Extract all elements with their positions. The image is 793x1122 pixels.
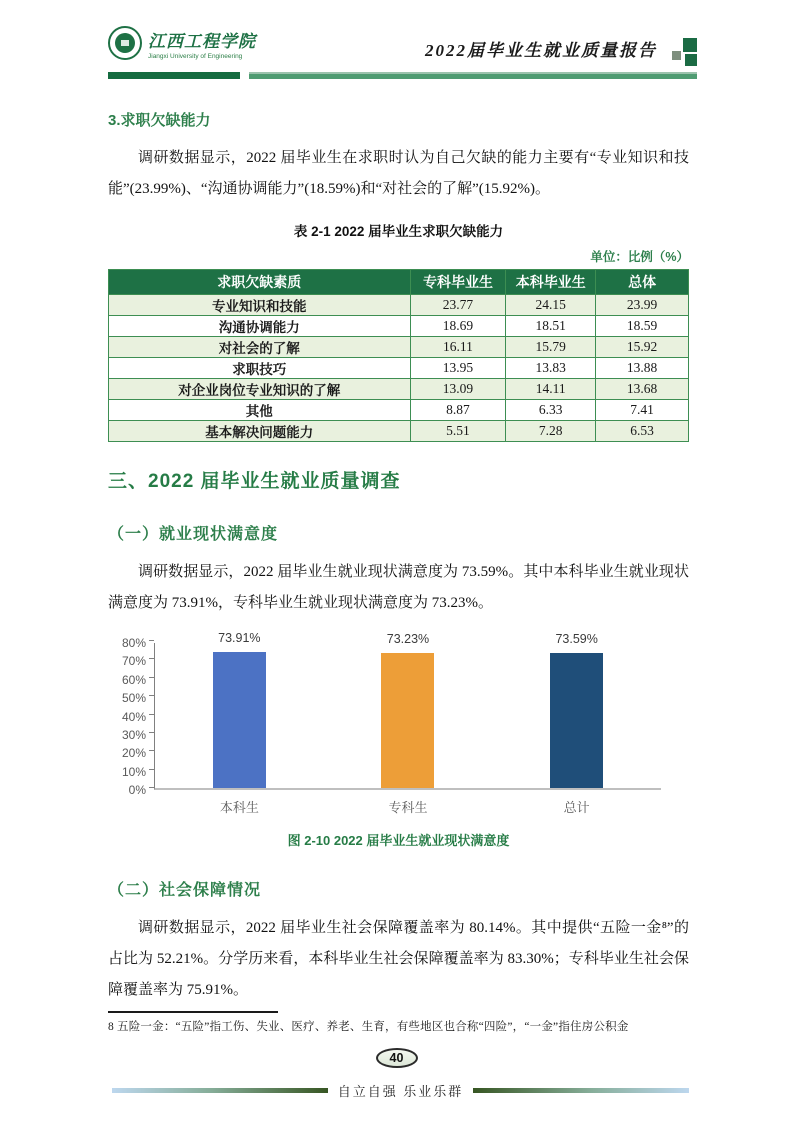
chart-bar-group — [156, 631, 323, 815]
table-cell-value: 13.09 — [410, 379, 506, 400]
y-tick-mark — [149, 787, 154, 788]
category-label: 本科生 — [219, 800, 259, 815]
table-cell-value: 23.99 — [596, 295, 689, 316]
table-cell-quality: 求职技巧 — [109, 358, 411, 379]
table-cell-value: 24.15 — [506, 295, 596, 316]
table-cell-value: 23.77 — [410, 295, 506, 316]
table-cell-quality: 沟通协调能力 — [109, 316, 411, 337]
report-title: 2022届毕业生就业质量报告 — [425, 41, 657, 60]
table-cell-value: 15.92 — [596, 337, 689, 358]
table-cell-quality: 专业知识和技能 — [109, 295, 411, 316]
y-tick-label: 20% — [121, 746, 146, 761]
table-header-zhuanke: 专科毕业生 — [410, 270, 506, 295]
y-tick-mark — [149, 769, 154, 770]
page-bottom — [0, 1011, 793, 1100]
table-row — [109, 337, 689, 358]
footer-rule-left — [112, 1088, 328, 1093]
footnote-text: 8 五险一金：“五险”指工伤、失业、医疗、养老、生育，有些地区也合称“四险”，“一金”指住房公积金 — [108, 1021, 629, 1033]
y-tick-label: 40% — [121, 709, 146, 724]
footer-rule-right — [473, 1088, 689, 1093]
header-rule — [108, 72, 697, 79]
logo-name-cn: 江西工程学院 — [148, 31, 256, 51]
decorative-squares-icon — [665, 36, 697, 70]
table-cell-value: 13.95 — [410, 358, 506, 379]
page-number-badge: 40 — [376, 1048, 418, 1068]
table-row — [109, 316, 689, 337]
university-seal-icon — [108, 26, 142, 60]
y-tick-label: 10% — [121, 764, 146, 779]
y-tick-mark — [149, 658, 154, 659]
table-cell-quality: 对社会的了解 — [109, 337, 411, 358]
table-row — [109, 400, 689, 421]
chart-bar-group — [325, 632, 492, 815]
table-header-quality: 求职欠缺素质 — [109, 270, 411, 295]
table-cell-value: 6.53 — [596, 421, 689, 442]
deficiency-table-body — [109, 295, 689, 442]
header-rule-dark — [108, 72, 240, 79]
table-cell-quality: 其他 — [109, 400, 411, 421]
footnote-rule — [108, 1011, 278, 1013]
university-logo — [108, 26, 256, 60]
table-cell-value: 18.51 — [506, 316, 596, 337]
table-cell-value: 7.28 — [506, 421, 596, 442]
paragraph-social-security: 调研数据显示，2022 届毕业生社会保障覆盖率为 80.14%。其中提供“五险一金⁸”的占比为 52.21%。分学历来看，本科毕业生社会保障覆盖率为 83.30%；专科毕业生社会保障覆盖率为 75.91%。 — [108, 920, 689, 998]
header-rule-light — [249, 72, 697, 79]
table-cell-value: 6.33 — [506, 400, 596, 421]
y-tick-mark — [149, 732, 154, 733]
subsection-social-security: （二）社会保障情况 — [108, 882, 262, 899]
table-row — [109, 379, 689, 400]
table-cell-value: 7.41 — [596, 400, 689, 421]
table-cell-value: 13.83 — [506, 358, 596, 379]
table-cell-value: 13.88 — [596, 358, 689, 379]
y-tick-mark — [149, 750, 154, 751]
y-tick-mark — [149, 677, 154, 678]
table-cell-value: 16.11 — [410, 337, 506, 358]
footer-motto: 自立自强 乐业乐群 — [337, 1084, 464, 1099]
page-header — [0, 0, 793, 70]
table-cell-quality: 对企业岗位专业知识的了解 — [109, 379, 411, 400]
y-tick-label: 80% — [121, 636, 146, 650]
chart-bar — [550, 653, 603, 788]
table-cell-value: 5.51 — [410, 421, 506, 442]
header-title-group — [425, 36, 697, 70]
main-content — [0, 109, 793, 1006]
y-tick-label: 70% — [121, 654, 146, 669]
bar-value-label: 73.59% — [555, 631, 598, 646]
chart-bar — [213, 652, 266, 788]
table-header-benke: 本科毕业生 — [506, 270, 596, 295]
subsection-satisfaction: （一）就业现状满意度 — [108, 526, 279, 543]
y-tick-mark — [149, 640, 154, 641]
figure-caption: 图 2-10 2022 届毕业生就业现状满意度 — [287, 833, 510, 848]
table-cell-value: 18.69 — [410, 316, 506, 337]
logo-text — [148, 27, 256, 60]
page-footer — [0, 1081, 793, 1100]
chart-plot-area — [154, 631, 661, 815]
table-cell-value: 15.79 — [506, 337, 596, 358]
table-cell-value: 18.59 — [596, 316, 689, 337]
table-unit-label: 单位：比例（%） — [590, 250, 689, 264]
table-cell-quality: 基本解决问题能力 — [109, 421, 411, 442]
y-tick-mark — [149, 695, 154, 696]
chart-bar-group — [493, 631, 660, 815]
table-cell-value: 14.11 — [506, 379, 596, 400]
y-tick-label: 60% — [121, 672, 146, 687]
category-label: 总计 — [563, 800, 590, 815]
table-row — [109, 295, 689, 316]
table-header-row — [109, 270, 689, 295]
y-tick-mark — [149, 714, 154, 715]
chart-body — [116, 631, 661, 815]
y-tick-label: 0% — [128, 783, 146, 797]
y-tick-label: 30% — [121, 727, 146, 742]
table-title: 表 2-1 2022 届毕业生求职欠缺能力 — [293, 224, 504, 239]
paragraph-deficiency: 调研数据显示，2022 届毕业生在求职时认为自己欠缺的能力主要有“专业知识和技能”(23.99%)、“沟通协调能力”(18.59%)和“对社会的了解”(15.92%)。 — [108, 150, 689, 197]
satisfaction-chart — [116, 631, 661, 815]
y-tick-label: 50% — [121, 691, 146, 706]
table-row — [109, 358, 689, 379]
logo-name-en: Jiangxi University of Engineering — [148, 52, 243, 60]
table-row — [109, 421, 689, 442]
section-heading-deficiency: 3.求职欠缺能力 — [108, 112, 211, 129]
table-cell-value: 8.87 — [410, 400, 506, 421]
section-heading-survey: 三、2022 届毕业生就业质量调查 — [108, 471, 401, 492]
category-label: 专科生 — [388, 800, 428, 815]
bar-value-label: 73.91% — [218, 631, 261, 646]
bar-value-label: 73.23% — [386, 632, 430, 647]
deficiency-table — [108, 269, 689, 442]
table-cell-value: 13.68 — [596, 379, 689, 400]
chart-bar — [381, 653, 434, 788]
paragraph-satisfaction: 调研数据显示，2022 届毕业生就业现状满意度为 73.59%。其中本科毕业生就业现状满意度为 73.91%，专科毕业生就业现状满意度为 73.23%。 — [108, 564, 689, 611]
table-header-total: 总体 — [596, 270, 689, 295]
